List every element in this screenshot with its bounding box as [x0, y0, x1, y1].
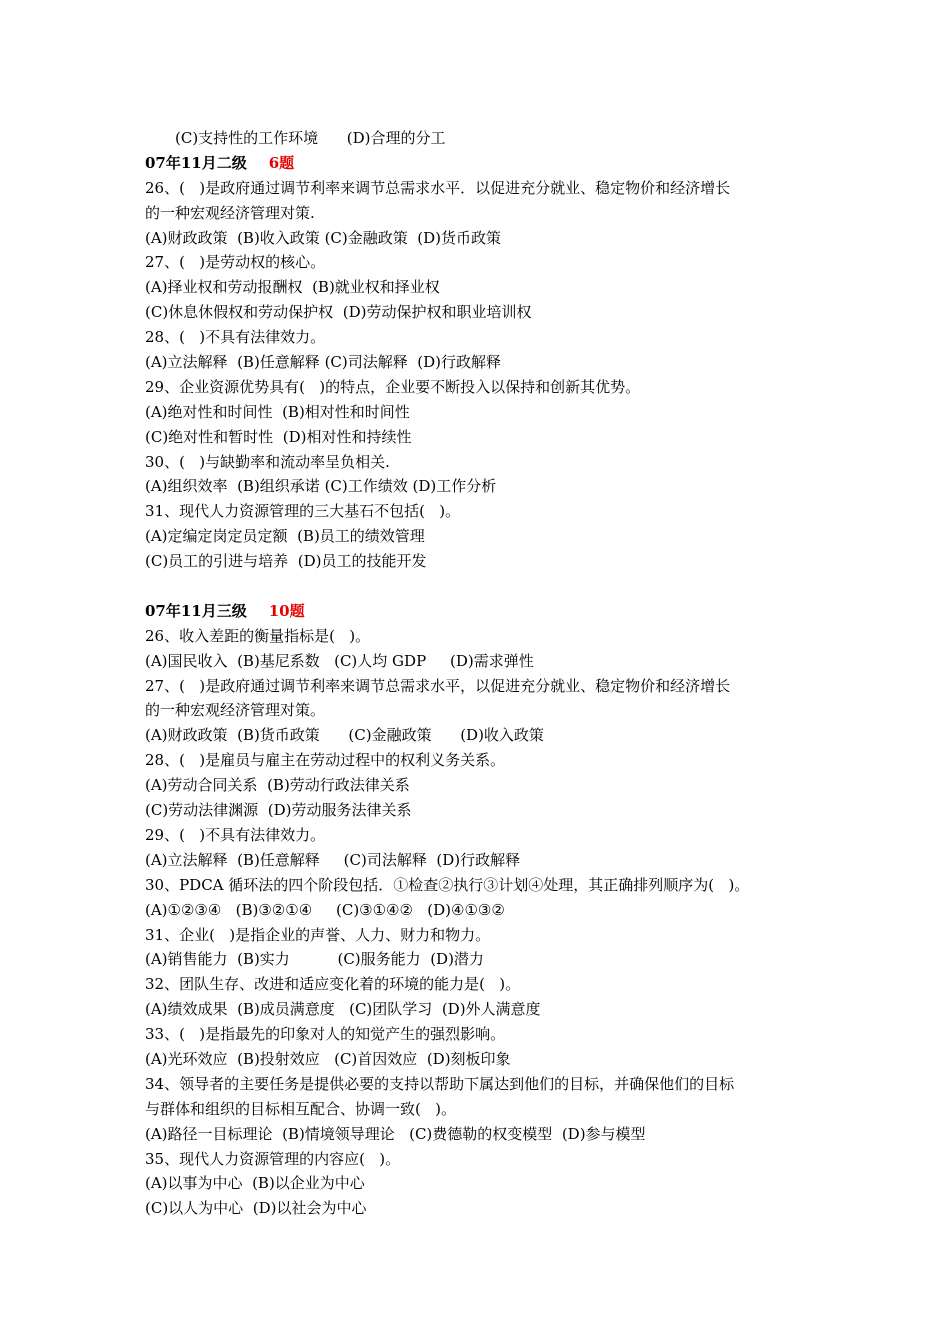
option-line: (A)国民收入 (B)基尼系数 (C)人均 GDP (D)需求弹性 — [145, 651, 534, 670]
question-line: 28、( )是雇员与雇主在劳动过程中的权利义务关系。 — [145, 751, 506, 770]
option-line: (A)①②③④ (B)③②①④ (C)③①④② (D)④①③② — [145, 900, 505, 919]
blank-line — [145, 574, 825, 599]
option-line: (C)员工的引进与培养 (D)员工的技能开发 — [145, 552, 427, 571]
question-line: 31、现代人力资源管理的三大基石不包括( )。 — [145, 502, 461, 521]
question-count: 6题 — [268, 153, 295, 172]
question-line: 28、( )不具有法律效力。 — [145, 328, 326, 347]
option-line: (C)支持性的工作环境 (D)合理的分工 — [175, 129, 446, 147]
option-line: (A)劳动合同关系 (B)劳动行政法律关系 — [145, 776, 410, 795]
question-line: 31、企业( )是指企业的声誉、人力、财力和物力。 — [145, 925, 491, 944]
question-count: 10题 — [268, 601, 305, 620]
question-line: 35、现代人力资源管理的内容应( )。 — [145, 1149, 401, 1168]
option-line: (C)休息休假权和劳动保护权 (D)劳动保护权和职业培训权 — [145, 303, 532, 322]
question-line: 32、团队生存、改进和适应变化着的环境的能力是( )。 — [145, 975, 521, 994]
option-line: (A)销售能力 (B)实力 (C)服务能力 (D)潜力 — [145, 950, 484, 969]
option-line: (A)组织效率 (B)组织承诺 (C)工作绩效 (D)工作分析 — [145, 477, 497, 496]
option-line: (A)立法解释 (B)任意解释 (C)司法解释 (D)行政解释 — [145, 850, 521, 869]
question-line: 27、( )是政府通过调节利率来调节总需求水平，以促进充分就业、稳定物价和经济增长 — [145, 676, 731, 695]
question-line: 33、( )是指最先的印象对人的知觉产生的强烈影响。 — [145, 1025, 506, 1044]
question-line: 29、企业资源优势具有( )的特点，企业要不断投入以保持和创新其优势。 — [145, 377, 641, 396]
option-line: (A)财政政策 (B)收入政策 (C)金融政策 (D)货币政策 — [145, 228, 502, 247]
question-line: 与群体和组织的目标相互配合、协调一致( )。 — [145, 1099, 457, 1118]
question-line: 34、领导者的主要任务是提供必要的支持以帮助下属达到他们的目标，并确保他们的目标 — [145, 1074, 735, 1093]
question-line: 30、( )与缺勤率和流动率呈负相关. — [145, 452, 390, 471]
document-page — [145, 126, 825, 1221]
option-line: (C)以人为中心 (D)以社会为中心 — [145, 1199, 367, 1218]
option-line: (A)绩效成果 (B)成员满意度 (C)团队学习 (D)外人满意度 — [145, 1000, 541, 1019]
question-line: 的一种宏观经济管理对策. — [145, 203, 315, 222]
option-line: (A)择业权和劳动报酬权 (B)就业权和择业权 — [145, 278, 440, 297]
question-line: 的一种宏观经济管理对策。 — [145, 701, 326, 720]
question-line: 30、PDCA 循环法的四个阶段包括．①检查②执行③计划④处理，其正确排列顺序为( )。 — [145, 875, 750, 894]
section-title: 07年11月二级 — [145, 153, 247, 172]
option-line: (A)以事为中心 (B)以企业为中心 — [145, 1174, 365, 1193]
option-line: (A)路径一目标理论 (B)情境领导理论 (C)费德勒的权变模型 (D)参与模型 — [145, 1124, 646, 1143]
option-line: (A)光环效应 (B)投射效应 (C)首因效应 (D)刻板印象 — [145, 1049, 511, 1068]
option-line: (C)绝对性和暂时性 (D)相对性和持续性 — [145, 427, 412, 446]
section-heading — [145, 151, 825, 176]
section-heading — [145, 599, 825, 624]
option-line: (A)财政政策 (B)货币政策 (C)金融政策 (D)收入政策 — [145, 726, 544, 745]
option-line: (C)劳动法律渊源 (D)劳动服务法律关系 — [145, 801, 412, 820]
option-line: (A)绝对性和时间性 (B)相对性和时间性 — [145, 402, 410, 421]
question-line: 29、( )不具有法律效力。 — [145, 825, 326, 844]
option-line: (A)定编定岗定员定额 (B)员工的绩效管理 — [145, 527, 425, 546]
question-line: 26、( )是政府通过调节利率来调节总需求水平．以促进充分就业、稳定物价和经济增长 — [145, 178, 731, 197]
question-line: 26、收入差距的衡量指标是( )。 — [145, 626, 371, 645]
section-title: 07年11月三级 — [145, 601, 247, 620]
question-line: 27、( )是劳动权的核心。 — [145, 253, 326, 272]
option-line: (A)立法解释 (B)任意解释 (C)司法解释 (D)行政解释 — [145, 353, 502, 372]
